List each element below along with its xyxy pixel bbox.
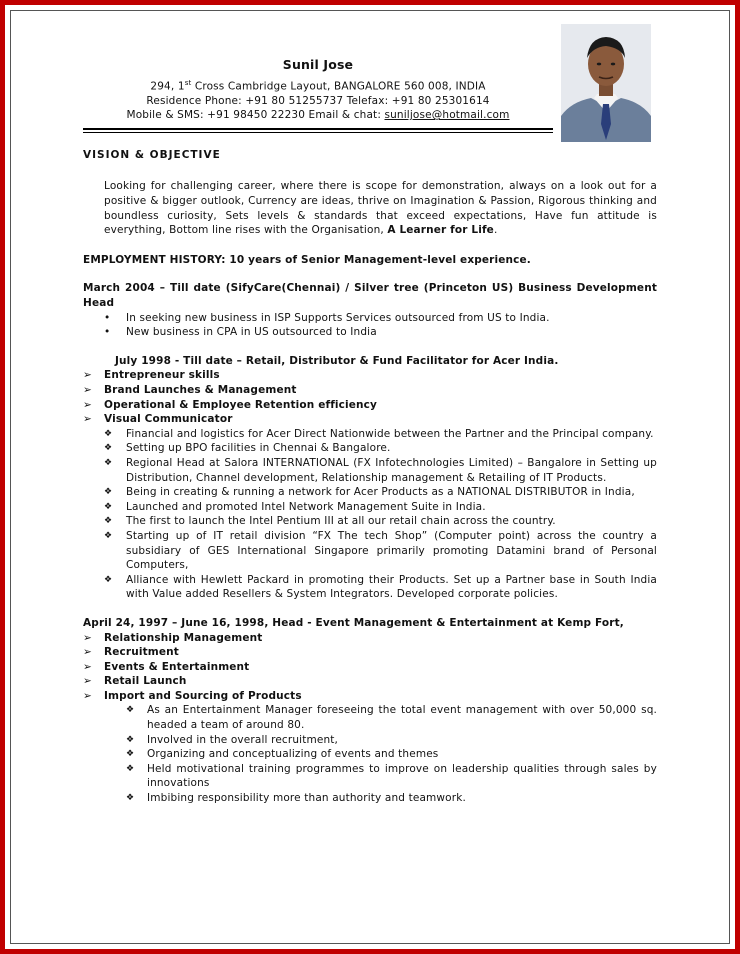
- arrow-bullet-icon: ➢: [83, 675, 92, 688]
- phone-line: Residence Phone: +91 80 51255737 Telefax: +91 80 25301614: [146, 94, 490, 107]
- list-item-text: Involved in the overall recruitment,: [147, 733, 339, 746]
- diamond-bullet-icon: ❖: [104, 530, 113, 541]
- address-line: [83, 76, 553, 94]
- resume-header: [83, 58, 553, 133]
- list-item-text: Setting up BPO facilities in Chennai & Bangalore.: [126, 442, 391, 455]
- list-item: [83, 573, 657, 602]
- skill-item: [83, 368, 657, 383]
- skill-text: Recruitment: [104, 646, 179, 659]
- candidate-name: Sunil Jose: [282, 57, 354, 72]
- job-3-title: April 24, 1997 – June 16, 1998, Head - Event Management & Entertainment at Kemp Fort,: [83, 616, 624, 629]
- list-item: [83, 500, 657, 515]
- job-1: [83, 281, 657, 339]
- list-item-text: New business in CPA in US outsourced to India: [126, 326, 377, 339]
- list-item: [83, 514, 657, 529]
- arrow-bullet-icon: ➢: [83, 646, 92, 659]
- vision-text-end: .: [493, 224, 498, 237]
- list-item: [83, 485, 657, 500]
- list-item-text: Launched and promoted Intel Network Management Suite in India.: [126, 500, 486, 513]
- diamond-bullet-icon: ❖: [126, 705, 135, 716]
- vision-text-bold: A Learner for Life: [387, 224, 494, 237]
- vision-heading: VISION & OBJECTIVE: [83, 148, 221, 161]
- email-link[interactable]: suniljose@hotmail.com: [384, 109, 510, 122]
- job-3: [83, 616, 657, 806]
- skill-item: [83, 674, 657, 689]
- mobile-line: [83, 108, 553, 123]
- list-item: [83, 747, 657, 762]
- job-2: [83, 354, 657, 602]
- list-item: [83, 529, 657, 573]
- skill-item: [83, 660, 657, 675]
- skill-text: Relationship Management: [104, 631, 263, 644]
- arrow-bullet-icon: ➢: [83, 413, 92, 426]
- skill-item: [83, 631, 657, 646]
- list-item-text: Organizing and conceptualizing of events and themes: [147, 748, 439, 761]
- diamond-bullet-icon: ❖: [104, 443, 113, 454]
- job-3-list: [83, 703, 657, 805]
- job-3-skills: [83, 631, 657, 704]
- list-item: [83, 703, 657, 732]
- list-item-text: Imbibing responsibility more than authority and teamwork.: [147, 792, 466, 805]
- list-item: [83, 311, 657, 326]
- vision-paragraph: [83, 179, 657, 237]
- skill-text: Retail Launch: [104, 675, 187, 688]
- bullet-icon: •: [104, 326, 111, 339]
- list-item: [83, 427, 657, 442]
- mobile-text: Mobile & SMS: +91 98450 22230 Email & chat:: [126, 109, 385, 122]
- skill-text: Import and Sourcing of Products: [104, 689, 302, 702]
- list-item-text: In seeking new business in ISP Supports Services outsourced from US to India.: [126, 311, 550, 324]
- job-1-title: March 2004 – Till date (SifyCare(Chennai) / Silver tree (Princeton US) Business Development Head: [83, 282, 657, 310]
- list-item-text: Financial and logistics for Acer Direct Nationwide between the Partner and the Principal company.: [126, 427, 654, 440]
- list-item-text: Held motivational training programmes to improve on leadership qualities through sales by innovations: [147, 762, 657, 790]
- skill-item: [83, 689, 657, 704]
- job-2-list: [83, 427, 657, 602]
- list-item: [83, 456, 657, 485]
- arrow-bullet-icon: ➢: [83, 398, 92, 411]
- employment-heading: EMPLOYMENT HISTORY: 10 years of Senior Management-level experience.: [83, 253, 531, 266]
- arrow-bullet-icon: ➢: [83, 384, 92, 396]
- list-item: [83, 325, 657, 340]
- arrow-bullet-icon: ➢: [83, 369, 92, 382]
- diamond-bullet-icon: ❖: [126, 793, 135, 804]
- skill-item: [83, 398, 657, 413]
- list-item: [83, 762, 657, 791]
- diamond-bullet-icon: ❖: [104, 501, 113, 512]
- list-item-text: Being in creating & running a network for Acer Products as a NATIONAL DISTRIBUTOR in India,: [126, 486, 635, 499]
- list-item-text: Starting up of IT retail division “FX The tech Shop” (Computer point) across the country a subsidiary of GES International Singapore primarily promoting Datamini brand of Personal Computers,: [126, 529, 657, 572]
- diamond-bullet-icon: ❖: [126, 734, 135, 745]
- diamond-bullet-icon: ❖: [104, 457, 113, 468]
- arrow-bullet-icon: ➢: [83, 631, 92, 644]
- skill-text: Events & Entertainment: [104, 660, 250, 673]
- list-item-text: Alliance with Hewlett Packard in promoting their Products. Set up a Partner base in South India with Value added Resellers & System Integrators. Developed corporate policies.: [126, 573, 657, 601]
- address-prefix: 294, 1: [150, 80, 185, 93]
- arrow-bullet-icon: ➢: [83, 689, 92, 702]
- job-2-skills: [83, 368, 657, 426]
- list-item-text: The first to launch the Intel Pentium III at all our retail chain across the country.: [126, 515, 556, 528]
- address-suffix: Cross Cambridge Layout, BANGALORE 560 008, INDIA: [191, 80, 486, 93]
- arrow-bullet-icon: ➢: [83, 660, 92, 673]
- job-1-list: [83, 311, 657, 340]
- diamond-bullet-icon: ❖: [126, 763, 135, 774]
- skill-text: Visual Communicator: [104, 413, 233, 426]
- skill-item: [83, 645, 657, 660]
- diamond-bullet-icon: ❖: [104, 428, 113, 439]
- list-item-text: As an Entertainment Manager foreseeing the total event management with over 50,000 sq. headed a team of around 80.: [147, 704, 657, 732]
- list-item: [83, 441, 657, 456]
- skill-item: [83, 383, 657, 398]
- vision-text: Looking for challenging career, where there is scope for demonstration, always on a look out for a positive & bigger outlook, Currency are ideas, thrive on Imagination & Passion, Rigorous thinking and boundless curiosity, Sets levels & standards that exceed expectations, Have fun attitude is everything, Bottom line rises with the Organisation,: [104, 180, 657, 237]
- diamond-bullet-icon: ❖: [104, 516, 113, 527]
- skill-item: [83, 412, 657, 427]
- skill-text: Entrepreneur skills: [104, 369, 220, 382]
- address-sup: st: [184, 78, 192, 87]
- skill-text: Operational & Employee Retention efficiency: [104, 398, 378, 411]
- list-item-text: Regional Head at Salora INTERNATIONAL (FX Infotechnologies Limited) – Bangalore in Setting up Distribution, Channel development, Relationship management & Retailing of IT Products.: [126, 456, 657, 484]
- skill-text: Brand Launches & Management: [104, 384, 297, 396]
- bullet-icon: •: [104, 311, 111, 324]
- list-item: [83, 791, 657, 806]
- diamond-bullet-icon: ❖: [104, 487, 113, 498]
- header-rule-thick: [83, 128, 553, 130]
- list-item: [83, 733, 657, 748]
- job-2-title: July 1998 - Till date – Retail, Distributor & Fund Facilitator for Acer India.: [115, 354, 559, 367]
- resume-page: [83, 58, 657, 806]
- diamond-bullet-icon: ❖: [126, 749, 135, 760]
- diamond-bullet-icon: ❖: [104, 574, 113, 585]
- header-rule-thin: [83, 132, 553, 133]
